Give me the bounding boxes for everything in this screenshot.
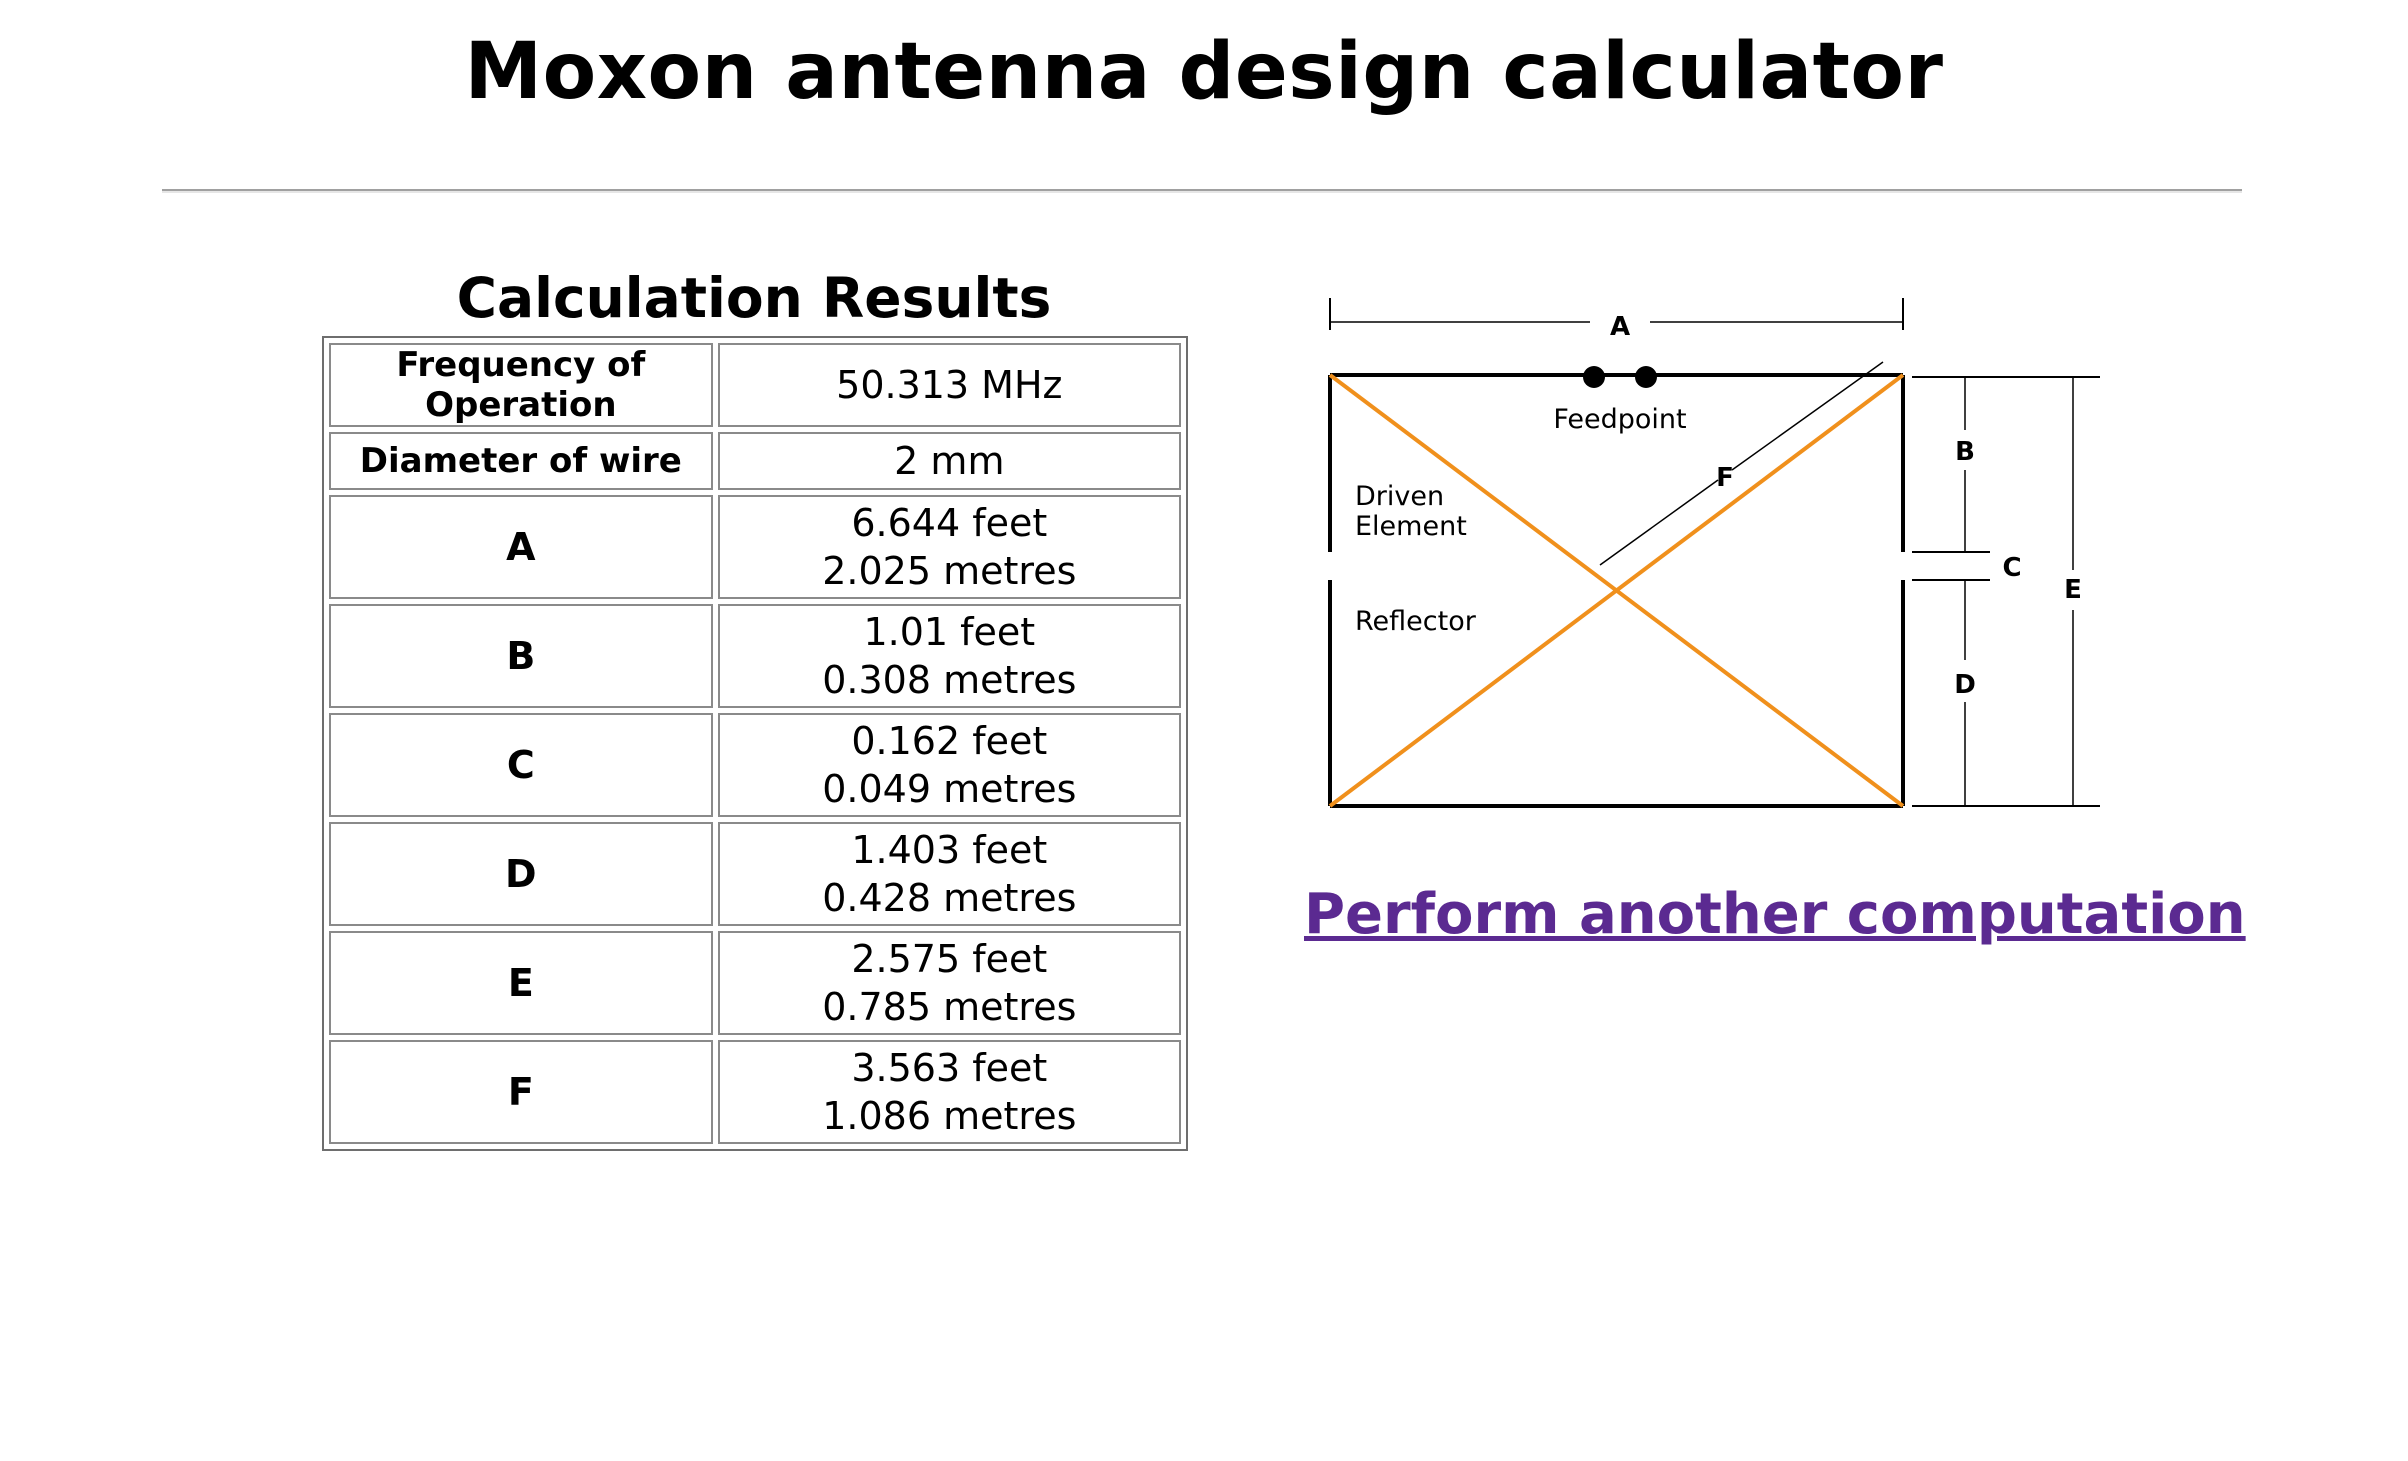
table-row-e: [329, 931, 1181, 1035]
row-value: [718, 343, 1181, 427]
value-feet: 3.563 feet: [851, 1046, 1048, 1090]
value-metres: 0.049 metres: [822, 767, 1077, 811]
table-row-a: [329, 495, 1181, 599]
row-label: C: [329, 713, 713, 817]
value-metres: 0.428 metres: [822, 876, 1077, 920]
horizontal-rule: [162, 189, 2242, 193]
table-row-c: [329, 713, 1181, 817]
value-feet: 1.403 feet: [851, 828, 1048, 872]
value-metres: 0.308 metres: [822, 658, 1077, 702]
driven-element-label-line1: Driven: [1355, 481, 1445, 512]
table-row-b: [329, 604, 1181, 708]
dimension-e: [2020, 377, 2100, 806]
diagonal-lines: [1330, 375, 1903, 806]
row-label: F: [329, 1040, 713, 1144]
table-row-frequency: [329, 343, 1181, 427]
row-label: B: [329, 604, 713, 708]
dimension-d-label: D: [1954, 670, 1976, 700]
row-value: [718, 822, 1181, 926]
dimension-a: [1330, 298, 1903, 342]
value-feet: 1.01 feet: [863, 610, 1036, 654]
table-row-f: [329, 1040, 1181, 1144]
row-value: [718, 713, 1181, 817]
value-metres: 2.025 metres: [822, 549, 1077, 593]
dimension-e-label: E: [2064, 575, 2082, 605]
value-feet: 0.162 feet: [851, 719, 1048, 763]
moxon-diagram: [1300, 290, 2110, 830]
row-value: [718, 432, 1181, 490]
dimension-f: [1600, 362, 1883, 565]
row-value: [718, 1040, 1181, 1144]
row-value: [718, 495, 1181, 599]
row-value: [718, 931, 1181, 1035]
dimension-b-label: B: [1955, 437, 1975, 467]
page-title: Moxon antenna design calculator: [464, 27, 1944, 117]
row-label: A: [329, 495, 713, 599]
value-line: 50.313 MHz: [836, 363, 1063, 407]
value-metres: 1.086 metres: [822, 1094, 1077, 1138]
dimension-a-label: A: [1609, 312, 1631, 342]
results-title: Calculation Results: [456, 266, 1052, 330]
perform-another-computation-link[interactable]: Perform another computation: [1304, 882, 2246, 947]
value-feet: 6.644 feet: [851, 501, 1048, 545]
row-label: D: [329, 822, 713, 926]
results-table: [322, 336, 1188, 1151]
row-label: Diameter of wire: [329, 432, 713, 490]
reflector-label: Reflector: [1355, 606, 1476, 637]
value-metres: 0.785 metres: [822, 985, 1077, 1029]
row-label: E: [329, 931, 713, 1035]
table-row-d: [329, 822, 1181, 926]
value-line: 2 mm: [894, 439, 1005, 483]
row-value: [718, 604, 1181, 708]
driven-element-label-line2: Element: [1355, 511, 1467, 542]
value-feet: 2.575 feet: [851, 937, 1048, 981]
dimension-c-label: C: [2002, 553, 2022, 583]
dimension-f-label: F: [1716, 463, 1734, 493]
table-row-diameter: [329, 432, 1181, 490]
row-label: Frequency of Operation: [329, 343, 713, 427]
feedpoint-label: Feedpoint: [1553, 404, 1687, 435]
